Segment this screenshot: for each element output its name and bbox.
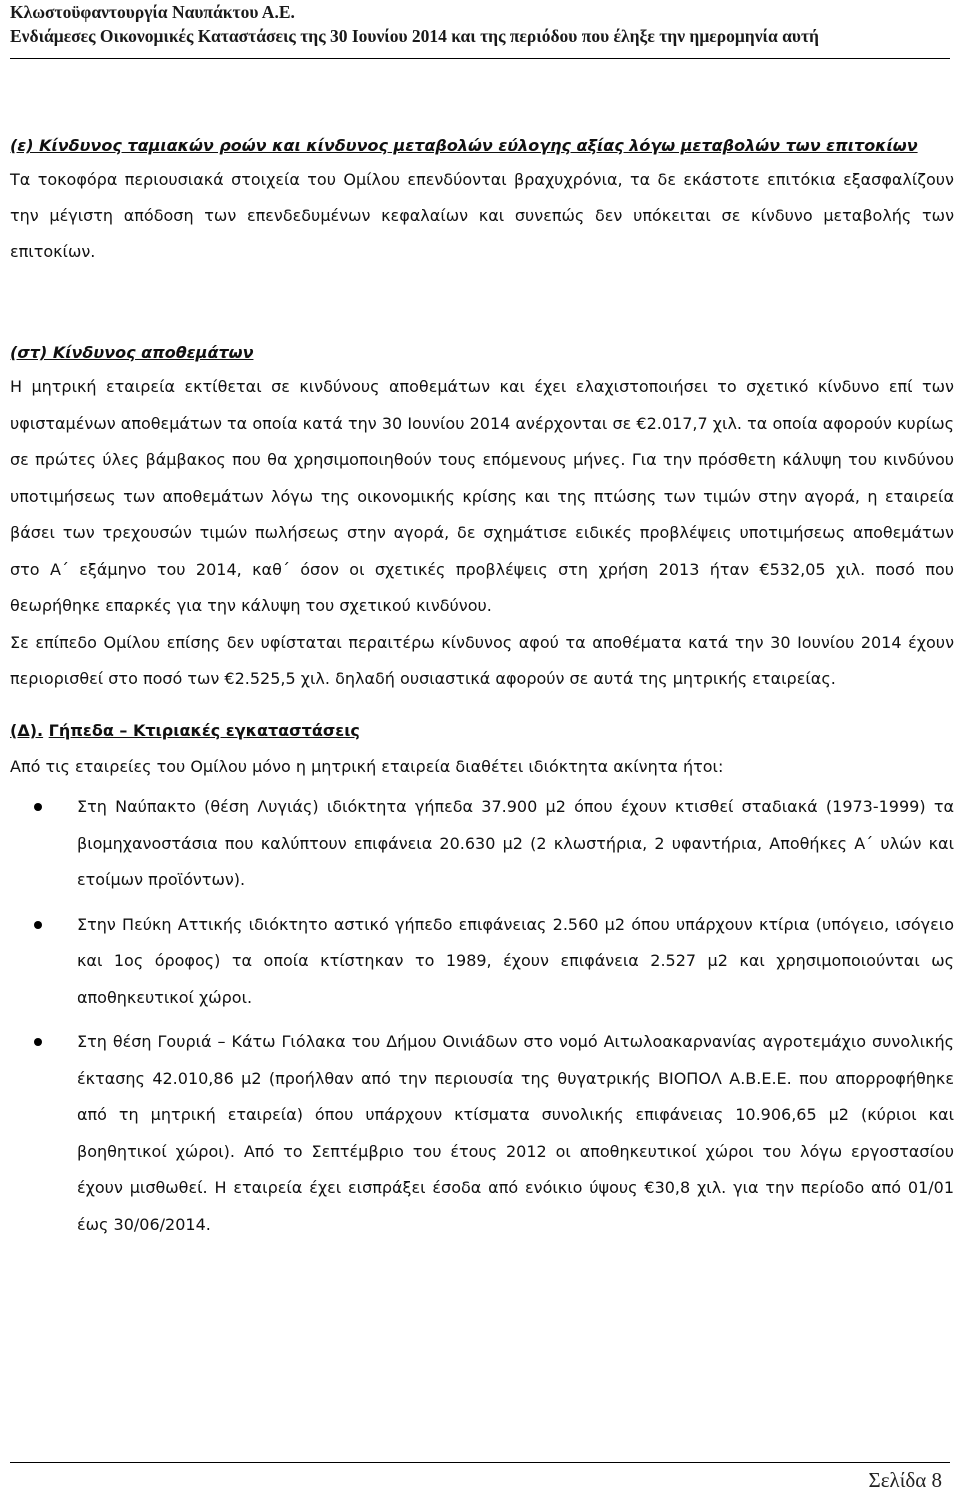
list-item	[10, 789, 954, 899]
list-item-text: Στην Πεύκη Αττικής ιδιόκτητο αστικό γήπεδο επιφάνειας 2.560 μ2 όπου υπάρχουν κτίρια (υπόγειο, ισόγειο και 1ος όροφος) τα οποία κτίστηκαν το 1989, έχουν επιφάνεια 2.527 μ2 και χρησιμοποιούνται ως αποθηκευτικοί χώροι.	[77, 914, 954, 1007]
section-title-text: Γήπεδα – Κτιριακές εγκαταστάσεις	[48, 721, 360, 740]
page-header	[10, 0, 950, 48]
section-paragraph: Τα τοκοφόρα περιουσιακά στοιχεία του Ομίλου επενδύονται βραχυχρόνια, τα δε εκάστοτε επιτόκια εξασφαλίζουν την μέγιστη απόδοση των επενδεδυμένων κεφαλαίων και συνεπώς δεν υπόκειται σε κίνδυνο μεταβολής των επιτοκίων.	[10, 170, 954, 261]
section-paragraph: Η μητρική εταιρεία εκτίθεται σε κινδύνους αποθεμάτων και έχει ελαχιστοποιήσει το σχετικό κίνδυνο επί των υφισταμένων αποθεμάτων τα οποία κατά την 30 Ιουνίου 2014 ανέρχονται σε €2.017,7 χιλ. τα οποία αφορούν κυρίως σε πρώτες ύλες βάμβακος που θα χρησιμοποιηθούν τους επόμενους μήνες. Για την πρόσθετη κάλυψη του κινδύνου υποτιμήσεως των αποθεμάτων λόγω της οικονομικής κρίσης και της πτώσης των τιμών στην αγορά, η εταιρεία βάσει των τρεχουσών τιμών πωλήσεως στην αγορά, δε σχημάτισε ειδικές προβλέψεις υποτιμήσεως αποθεμάτων στο Α΄ εξάμηνο του 2014, καθ΄ όσον οι σχετικές προβλέψεις στη χρήση 2013 ήταν €532,05 χιλ. ποσό που θεωρήθηκε επαρκές για την κάλυψη του σχετικού κινδύνου.	[10, 377, 954, 615]
bullet-icon	[34, 921, 42, 929]
header-divider	[10, 58, 950, 59]
section-cash-flow-risk	[10, 130, 954, 270]
bullet-icon	[34, 1038, 42, 1046]
list-item-text: Στη Ναύπακτο (θέση Λυγιάς) ιδιόκτητα γήπεδα 37.900 μ2 όπου έχουν κτισθεί σταδιακά (1973-1999) τα βιομηχανοστάσια που καλύπτουν επιφάνεια 20.630 μ2 (2 κλωστήρια, 2 υφαντήρια, Αποθήκες Α΄ υλών και ετοίμων προϊόντων).	[77, 797, 954, 889]
section-title: (ε) Κίνδυνος ταμιακών ροών και κίνδυνος μεταβολών εύλογης αξίας λόγω μεταβολών των επιτοκίων	[10, 136, 918, 155]
section-inventory-risk	[10, 337, 954, 698]
page-number: Σελίδα 8	[868, 1468, 942, 1492]
section-title	[10, 713, 954, 749]
list-item	[10, 1024, 954, 1243]
section-land-buildings	[10, 713, 954, 1251]
bullet-icon	[34, 803, 42, 811]
footer-divider	[10, 1462, 950, 1463]
section-intro: Από τις εταιρείες του Ομίλου μόνο η μητρική εταιρεία διαθέτει ιδιόκτητα ακίνητα ήτοι:	[10, 757, 724, 776]
company-name: Κλωστοϋφαντουργία Ναυπάκτου Α.Ε.	[10, 2, 295, 22]
list-item-text: Στη θέση Γουριά – Κάτω Γιόλακα του Δήμου Οινιάδων στο νομό Αιτωλοακαρνανίας αγροτεμάχιο συνολικής έκτασης 42.010,86 μ2 (προήλθαν από την περιουσία της θυγατρικής ΒΙΟΠΟΛ Α.Β.Ε.Ε. που απορροφήθηκε από τη μητρική εταιρεία) όπου υπάρχουν κτίσματα συνολικής επιφάνειας 10.906,65 μ2 (κύριοι και βοηθητικοί χώροι). Από το Σεπτέμβριο του έτους 2012 οι αποθηκευτικοί χώροι του λόγω εργοστασίου έχουν μισθωθεί. Η εταιρεία έχει εισπράξει έσοδα από ενόικιο ύψους €30,8 χιλ. για την περίοδο από 01/01 έως 30/06/2014.	[77, 1032, 954, 1234]
property-list	[10, 789, 954, 1243]
list-item	[10, 907, 954, 1017]
section-paragraph: Σε επίπεδο Ομίλου επίσης δεν υφίσταται περαιτέρω κίνδυνος αφού τα αποθέματα κατά την 30 Ιουνίου 2014 έχουν περιορισθεί στο ποσό των €2.525,5 χιλ. δηλαδή ουσιαστικά αφορούν σε αυτά της μητρικής εταιρείας.	[10, 632, 954, 688]
report-title: Ενδιάμεσες Οικονομικές Καταστάσεις της 30 Ιουνίου 2014 και της περιόδου που έληξε την ημερομηνία αυτή	[10, 26, 819, 46]
section-title: (στ) Κίνδυνος αποθεμάτων	[10, 343, 254, 362]
section-title-prefix: (Δ).	[10, 721, 44, 740]
